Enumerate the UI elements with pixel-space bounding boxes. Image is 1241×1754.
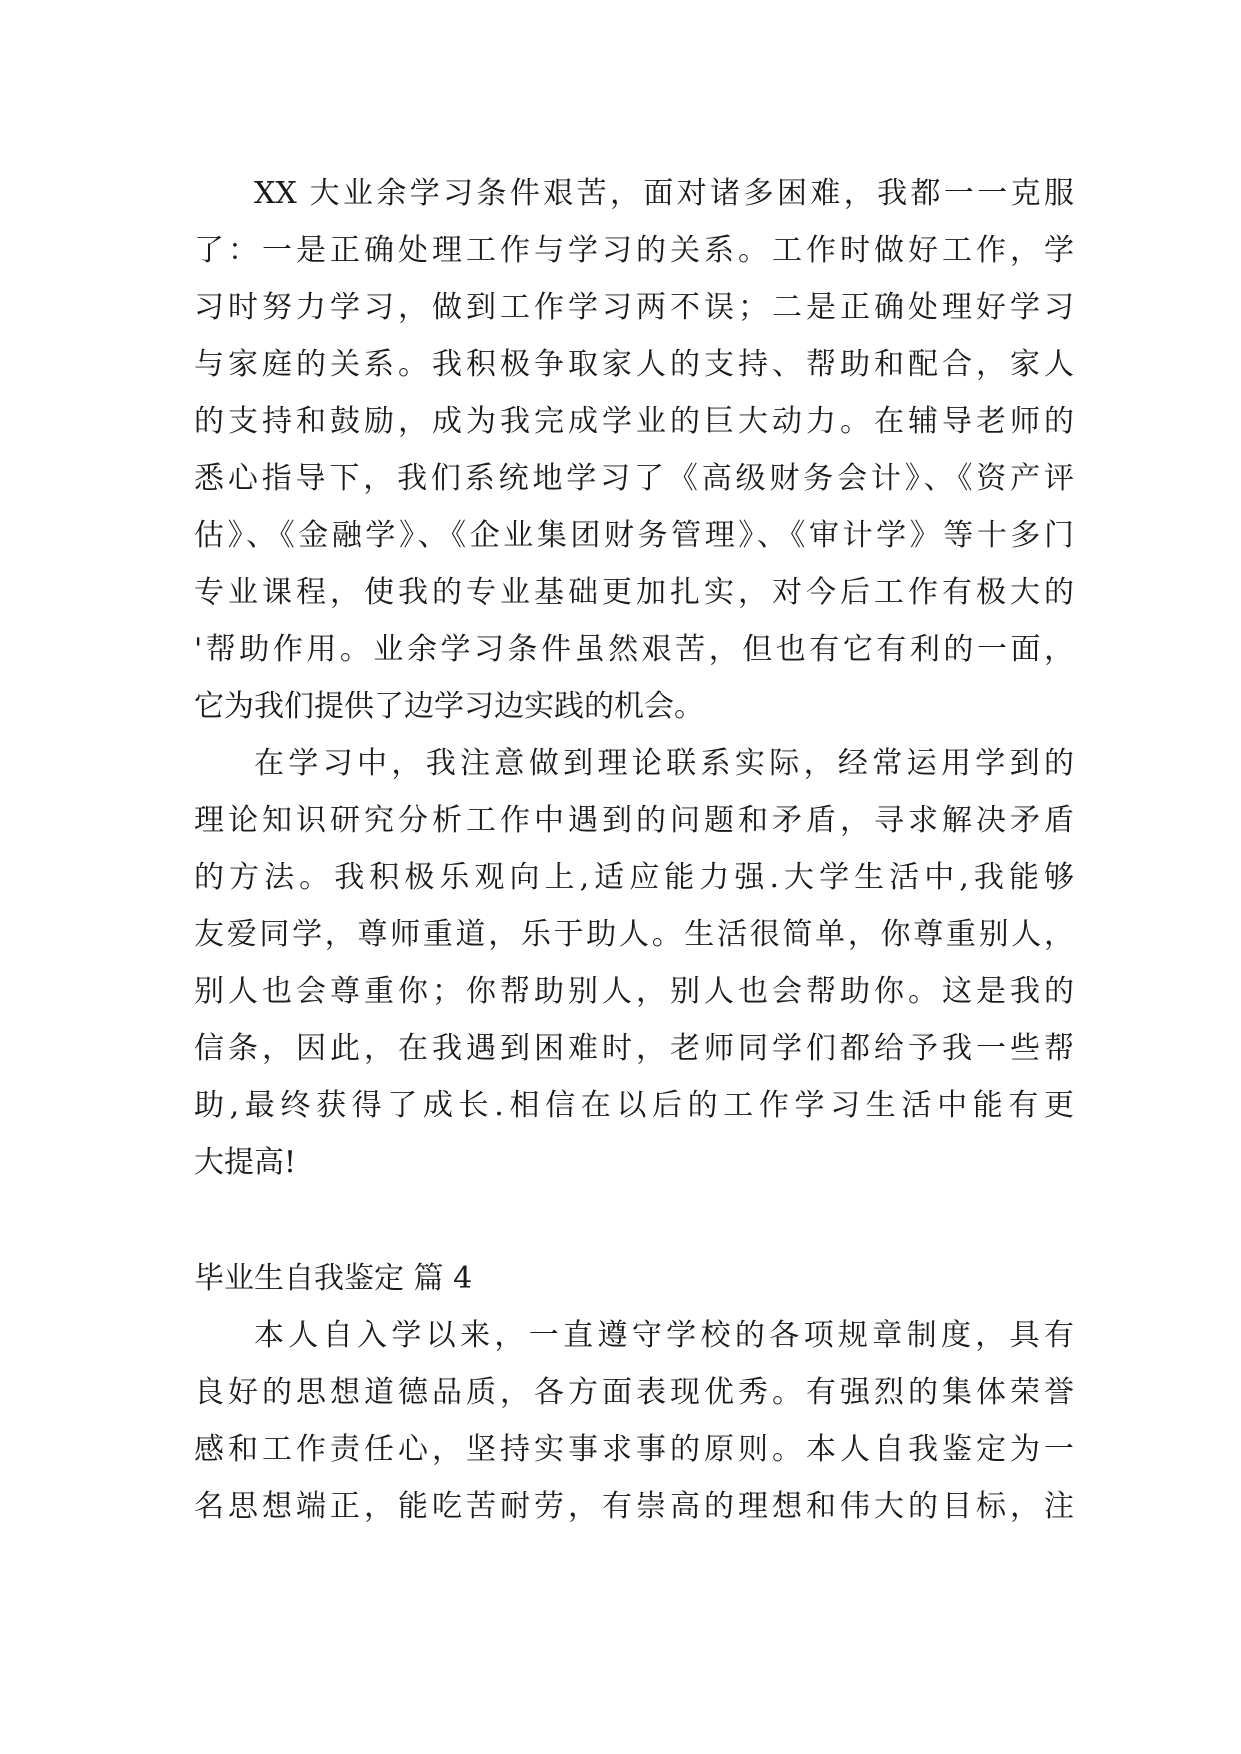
section-heading: 毕业生自我鉴定 篇 4 bbox=[194, 1261, 473, 1296]
paragraph-1-line-4: 与家庭的关系。我积极争取家人的支持、帮助和配合，家人 bbox=[194, 347, 1074, 382]
paragraph-1-line-9: '帮助作用。业余学习条件虽然艰苦，但也有它有利的一面， bbox=[194, 632, 1074, 667]
paragraph-2-line-4: 友爱同学，尊师重道，乐于助人。生活很简单，你尊重别人， bbox=[194, 917, 1074, 952]
paragraph-2-line-2: 理论知识研究分析工作中遇到的问题和矛盾，寻求解决矛盾 bbox=[194, 803, 1074, 838]
paragraph-2-line-6: 信条，因此，在我遇到困难时，老师同学们都给予我一些帮 bbox=[194, 1031, 1074, 1066]
paragraph-1-line-5: 的支持和鼓励，成为我完成学业的巨大动力。在辅导老师的 bbox=[194, 404, 1074, 439]
paragraph-2-line-1: 在学习中，我注意做到理论联系实际，经常运用学到的 bbox=[254, 746, 1074, 781]
paragraph-3-line-2: 良好的思想道德品质，各方面表现优秀。有强烈的集体荣誉 bbox=[194, 1375, 1074, 1410]
paragraph-1-line-1: XX 大业余学习条件艰苦，面对诸多困难，我都一一克服 bbox=[254, 176, 1074, 211]
paragraph-1-line-6: 悉心指导下，我们系统地学习了《高级财务会计》、《资产评 bbox=[194, 461, 1074, 496]
paragraph-2-line-8: 大提高! bbox=[194, 1145, 297, 1180]
paragraph-2-line-5: 别人也会尊重你；你帮助别人，别人也会帮助你。这是我的 bbox=[194, 974, 1074, 1009]
paragraph-1-line-10: 它为我们提供了边学习边实践的机会。 bbox=[194, 689, 704, 724]
paragraph-1-line-3: 习时努力学习，做到工作学习两不误；二是正确处理好学习 bbox=[194, 290, 1074, 325]
paragraph-1-line-2: 了：一是正确处理工作与学习的关系。工作时做好工作，学 bbox=[194, 233, 1074, 268]
paragraph-3-line-1: 本人自入学以来，一直遵守学校的各项规章制度，具有 bbox=[254, 1318, 1074, 1353]
paragraph-3-line-3: 感和工作责任心，坚持实事求事的原则。本人自我鉴定为一 bbox=[194, 1432, 1074, 1467]
paragraph-1-line-7: 估》、《金融学》、《企业集团财务管理》、《审计学》等十多门 bbox=[194, 518, 1074, 553]
paragraph-1-line-8: 专业课程，使我的专业基础更加扎实，对今后工作有极大的 bbox=[194, 575, 1074, 610]
paragraph-2-line-7: 助,最终获得了成长.相信在以后的工作学习生活中能有更 bbox=[194, 1088, 1074, 1123]
paragraph-3-line-4: 名思想端正，能吃苦耐劳，有崇高的理想和伟大的目标，注 bbox=[194, 1489, 1074, 1524]
paragraph-2-line-3: 的方法。我积极乐观向上,适应能力强.大学生活中,我能够 bbox=[194, 860, 1074, 895]
